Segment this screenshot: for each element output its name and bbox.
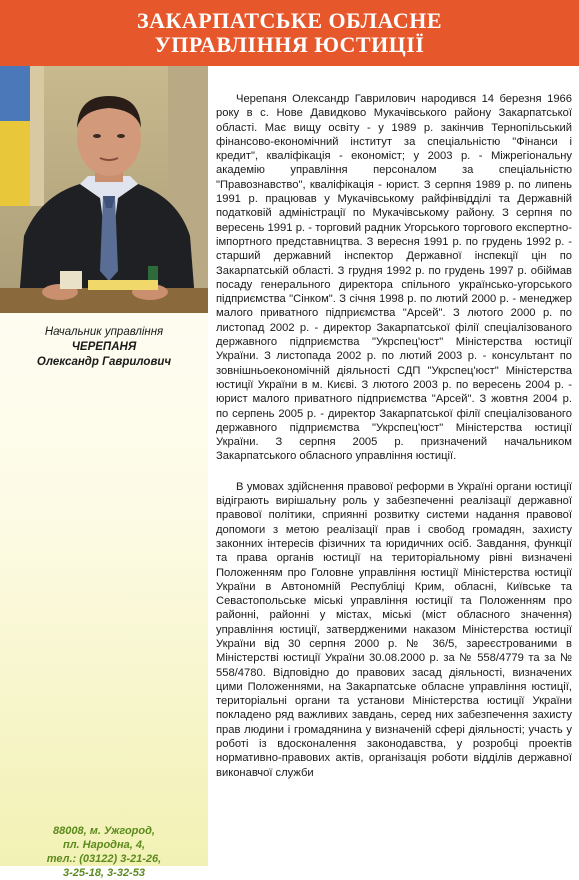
header-title-line1: ЗАКАРПАТСЬКЕ ОБЛАСНЕ	[136, 8, 443, 33]
duties-paragraph: В умовах здійснення правової реформи в Україні органи юстиції відіграють вирішальну роль у забезпеченні реалізації державної правової політики, сприянні розвитку системи надання правової допомоги з метою реалізації прав і свобод громадян, захисту законних інтересів фізичних та юридичних осіб. Завдання, функції та права органів юстиції на територіальному рівні визначені Положенням про Головне управління юстиції Міністерства юстиції України в Автономній Республіці Крим, обласні, Київське та Севастопольське міські управління юстиції та Положенням про районні, районні у містах, міські (міст обласного значення) управління юстиції, затвердженими наказом Міністерства юстиції України від 30 серпня 2000 р. № 36/5, зареєстрованими в Міністерстві юстиції України 30.08.2000 р. за № 558/4779 та за № 558/4780. Відповідно до правових засад діяльності, визначених цими Положеннями, на Закарпатське обласне управління юстиції, територіальні органи та установи Міністерства юстиції України покладено ряд важливих завдань, серед них забезпечення захисту прав людини і громадянина у визначеній сфері діяльності; участь у роботі із вдосконалення законодавства, у розробці проектів нормативно-правових актів, організація роботи відділів державної виконавчої служби	[216, 480, 572, 779]
portrait-photo	[0, 66, 208, 313]
person-surname: ЧЕРЕПАНЯ	[71, 341, 137, 353]
page-header	[0, 0, 579, 66]
contact-line: 88008, м. Ужгород,	[53, 825, 155, 837]
contact-line: 3-25-18, 3-32-53	[63, 867, 145, 879]
person-name: Олександр Гаврилович	[36, 356, 172, 368]
contact-info	[0, 824, 208, 880]
biography-paragraph: Черепаня Олександр Гаврилович народився 14 березня 1966 року в с. Нове Давидково Мукачівського району Закарпатської області. Має вищу освіту - у 1989 р. закінчив Тернопільський фінансово-економічний інститут за спеціальністю "Фінанси і кредит", кваліфікація - економіст; у 2003 р. - Міжрегіональну академію управління персоналом за спеціальністю "Правознавство", кваліфікація - юрист. З серпня 1989 р. по липень 1991 р. працював у Мукачівському райфінвідділі та Державній податковій адміністрації по Мукачівському району. З серпня по вересень 1991 р. - торговий радник Угорського торгового експертно-імпортного представництва. З вересня 1991 р. по грудень 1992 р. - старший державний інспектор Державної інспекції цін по Закарпатській області. З грудня 1992 р. по грудень 1997 р. обіймав посаду генерального директора спільного українсько-угорського підприємства "Сінком". З січня 1998 р. по лютий 2000 р. - менеджер малого приватного підприємства "Арсей". З лютого 2000 р. по листопад 2002 р. - директор Закарпатської філії спеціалізованого державного підприємства "Укрспец'юст" Міністерства юстиції України. З листопада 2002 р. по лютий 2003 р. - консультант по зовнішньоекономічній діяльності СДП "Укрспец'юст" Міністерства юстиції України в м. Києві. З лютого 2003 р. по вересень 2004 р. - юрист малого приватного підприємства "Арсей". З жовтня 2004 р. по серпень 2005 р. - директор Закарпатської філії спеціалізованого державного підприємства "Укрспец'юст" Міністерства юстиції України. З серпня 2005 р. призначений начальником Закарпатського обласного управління юстиції.	[216, 93, 572, 463]
contact-line: тел.: (03122) 3-21-26,	[46, 853, 162, 865]
contact-line: пл. Народна, 4,	[62, 839, 146, 851]
header-title-line2: УПРАВЛІННЯ ЮСТИЦІЇ	[154, 32, 425, 57]
position-title: Начальник управління	[44, 326, 164, 338]
sidebar	[0, 66, 208, 879]
article-body	[216, 92, 572, 796]
photo-caption	[0, 325, 208, 370]
